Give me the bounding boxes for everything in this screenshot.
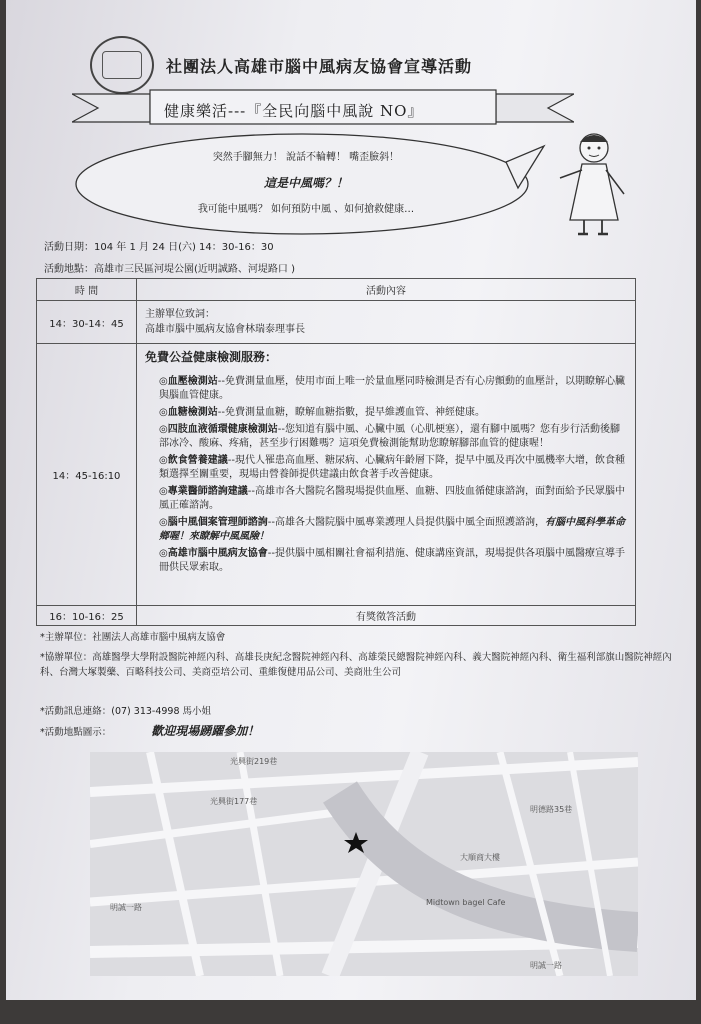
content-cell: [137, 344, 636, 606]
services-heading: 免費公益健康檢測服務：: [145, 350, 278, 364]
map-label: 明誠一路: [110, 903, 142, 912]
organizer: *主辦單位：社團法人高雄市腦中風病友協會: [40, 632, 226, 643]
map-label: 光興街177巷: [210, 797, 258, 806]
time-cell: 14：45-16:10: [37, 344, 137, 606]
event-date: 活動日期：104 年 1 月 24 日(六) 14：30-16：30: [44, 242, 274, 253]
service-item: ◎血糖檢測站--免費測量血糖，瞭解血糖指數，提早維護血管、神經健康。: [159, 407, 485, 418]
table-row: [37, 606, 636, 626]
schedule-table: [36, 278, 636, 626]
welcome-text: 歡迎現場踴躍參加！: [151, 724, 260, 738]
co-organizers: *協辦單位：高雄醫學大學附設醫院神經內科、高雄長庚紀念醫院神經內科、高雄榮民總醫院神經內科、義大醫院神經內科、衛生福利部旗山醫院神經內科、台灣大塚製藥、百略科技公司、美商亞培公司、重維復健用品公司、美商壯生公司: [40, 652, 672, 678]
org-title: 社團法人高雄市腦中風病友協會宣導活動: [166, 57, 473, 76]
contact: *活動訊息連絡：(07) 313-4998 馬小姐: [40, 706, 212, 717]
opening-label: 主辦單位致詞：: [145, 309, 215, 320]
doctor-illustration: [554, 128, 640, 244]
bubble-line-1: 突然手腳無力！ 說話不輪轉！ 嘴歪臉斜！: [212, 152, 400, 163]
header-content: 活動內容: [137, 279, 636, 301]
banner-title: 健康樂活---『全民向腦中風說 NO』: [164, 102, 424, 120]
bubble-line-2: 這是中風嗎？！: [263, 176, 348, 190]
time-cell: 16：10-16：25: [37, 606, 137, 626]
service-item: ◎四肢血液循環健康檢測站--您知道有腦中風、心臟中風（心肌梗塞），還有腳中風嗎？您有步行活動後腳部冰冷、酸麻、疼痛，甚至步行困難嗎？這項免費檢測能幫助您瞭解腳部血管的健康喔！: [159, 424, 620, 449]
flyer: [6, 0, 696, 1000]
opening-speaker: 高雄市腦中風病友協會林瑞泰理事長: [145, 324, 305, 335]
map-label: Midtown bagel Cafe: [426, 898, 506, 907]
map-label: 光興街219巷: [230, 757, 278, 766]
map-note-line: [40, 724, 259, 740]
time-cell: 14：30-14：45: [37, 301, 137, 344]
association-seal-logo: [90, 36, 154, 94]
map-label: 明德路35巷: [530, 805, 573, 814]
event-place: 活動地點：高雄市三民區河堤公園(近明誠路、河堤路口 ): [44, 264, 295, 275]
bubble-line-3: 我可能中風嗎？ 如何預防中風 、如何搶救健康…: [197, 204, 415, 215]
table-row: [37, 301, 636, 344]
speech-bubble: [66, 128, 546, 240]
map-note: *活動地點圖示：: [40, 727, 112, 738]
service-item: ◎高雄市腦中風病友協會--提供腦中風相關社會福利措施、健康講座資訊，現場提供各項腦中風醫療宣導手冊供民眾索取。: [159, 548, 625, 573]
service-item: ◎血壓檢測站--免費測量血壓，使用市面上唯一於量血壓同時檢測是否有心房顫動的血壓計，以期瞭解心臟與腦血管健康。: [159, 376, 625, 401]
table-row: [37, 344, 636, 606]
map-label: 明誠一路: [530, 961, 562, 970]
title-banner: [72, 88, 574, 128]
service-item: ◎腦中風個案管理師諮詢--高雄各大醫院腦中風專業護理人員提供腦中風全面照護諮詢，有腦中風科學革命鄉喔！來瞭解中風風險！: [159, 517, 625, 542]
header-time: 時 間: [37, 279, 137, 301]
map-label: 大順商大樓: [460, 853, 500, 862]
location-map: [90, 752, 638, 976]
service-item: ◎飲食營養建議--現代人罹患高血壓、糖尿病、心臟病年齡層下降，提早中風及再次中風機率大增，飲食種類選擇至關重要，現場由營養師提供建議由飲食著手改善健康。: [159, 455, 625, 480]
service-item: ◎專業醫師諮詢建議--高雄市各大醫院名醫現場提供血壓、血糖、四肢血循健康諮詢，面對面給予民眾腦中風正確諮詢。: [159, 486, 625, 511]
content-cell: [137, 301, 636, 344]
content-cell: 有獎徵答活動: [137, 606, 636, 626]
